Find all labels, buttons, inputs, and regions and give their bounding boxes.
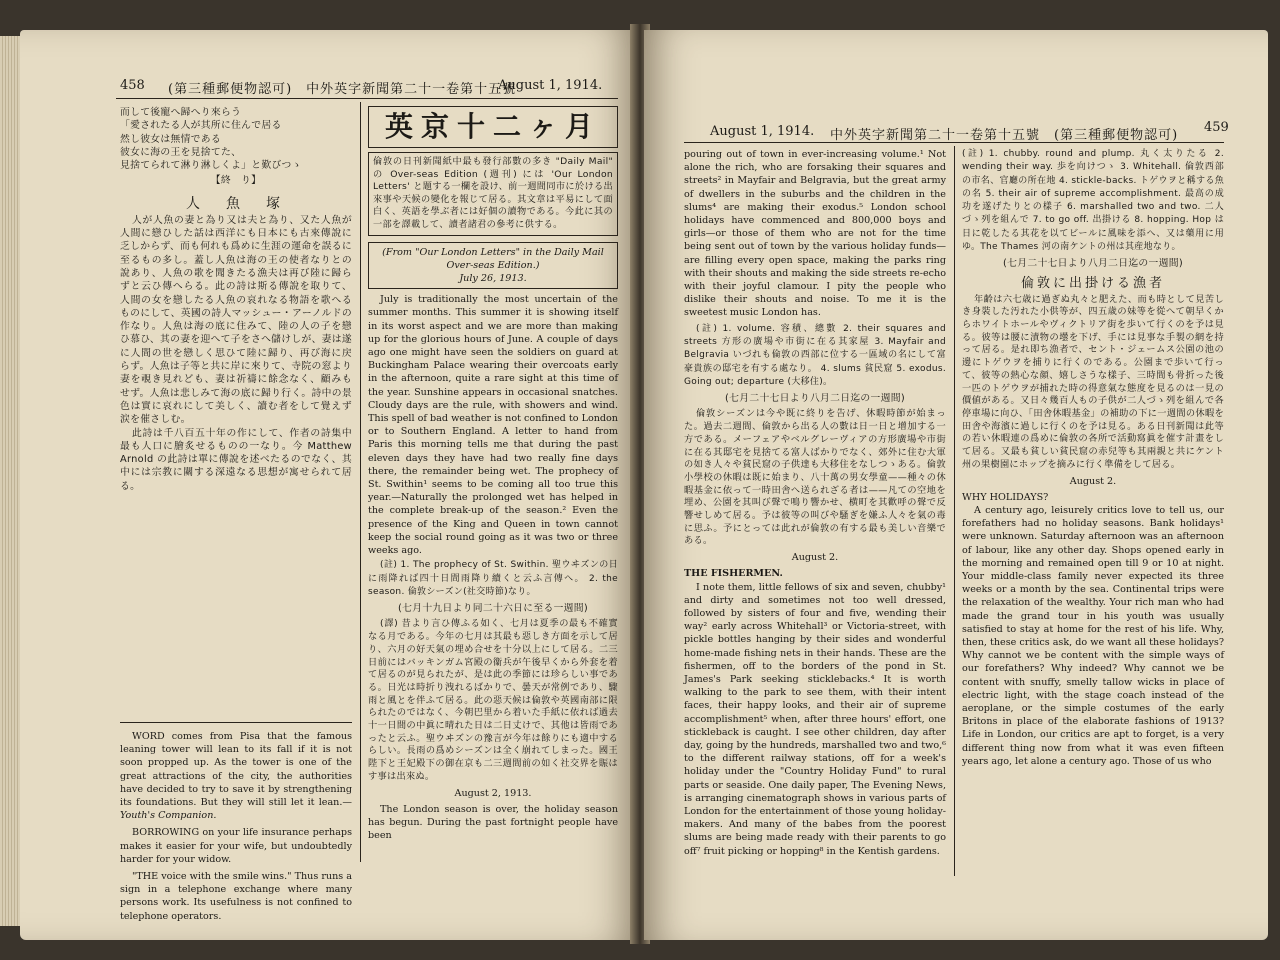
right-header-date: August 1, 1914. [710, 124, 815, 139]
source-box [368, 242, 618, 290]
page-edges [0, 36, 22, 926]
source-line-1: (From "Our London Letters" in the Daily Mail [382, 246, 604, 258]
holiday-translation: 倫敦シーズンは今や既に終りを告げ、休暇時節が始まった。過去二週間、倫敦から出る人の數は日一日と增加する一方である。メーフェアやベルグレーヴィアの方形廣場や市街に在る其邸宅を見捨てる富人ばかりでなく、郊外に住む大軍の如き人々や貧民窟の子供達も大移住をなしつゝある。倫敦小學校の休暇は既に始まり、八十萬の男女學童——種々の休暇基金に依って一時田舎へ送られざる者は——凡ての空地を埋め、公園を其叫び聲で鳴り響かせ、横町を其歡呼の聲で反響せしめて居る。予は彼等の叫びや騷ぎを嫌ふ人々を氣の毒に思ふ。予にとっては此れが倫敦の有する最も美しい音樂である。 [684, 408, 946, 547]
filler-leaning-tower [120, 730, 352, 822]
left-page-number: 458 [120, 78, 145, 93]
left-page [20, 30, 636, 940]
right-column-1 [684, 148, 946, 878]
fishermen-notes: (註) 1. chubby. round and plump. 丸く太りたる 2. wending their way. 歩を向けつゝ 3. Whitehall. 倫敦西部の市名、官廳の所在地 4. stickle-backs. トゲウヲと稱する魚の名 5. their air of supreme accomplishment. 最高の成功を遂げたりとの樣子 6. marshalled two and two. 二人づゝ列を組んで 7. to go off. 出掛ける 8. hopping. Hop は日に乾したる其花を以てビールに風味を添へ、又は藥用に用ゆ。The Thames 河の南ケントの州は其産地なり。 [962, 149, 1224, 253]
mermaid-title: 人 魚 塚 [186, 195, 286, 212]
aug-2-date: August 2. [791, 552, 839, 564]
right-page [644, 30, 1268, 940]
aug-date: August 2, 1913. [454, 787, 532, 799]
right-header-title: 中外英字新聞第二十一卷第十五號 (第三種郵便物認可) [830, 128, 1179, 143]
left-column-2 [368, 106, 618, 866]
week-heading-2: (七月二十七日より八月二日迄の一週間) [725, 393, 905, 405]
poem-end-mark: 【終 り】 [210, 175, 262, 187]
source-date: July 26, 1913. [459, 272, 527, 284]
holiday-letter: pouring out of town in ever-increasing volume.¹ Not alone the rich, who are forsaking their squares and streets² in Mayfair and Belgravia, but the great army of dwellers in the suburbs and the children in the slums⁴ are making their exodus.⁵ London school holidays have commenced and 800,000 boys and girls—or those of them who are not for the time being sent out of town by the various holiday funds—are filling every open space, making the parks ring with their shouts and making the side streets re-echo with their joyful clamour. I pity the people who dislike their shouts and noise. To me it is the sweetest music London has. [684, 149, 946, 319]
poem-line: 然し彼女は無情である [120, 133, 221, 145]
right-page-number: 459 [1204, 120, 1229, 135]
feature-intro-box [368, 152, 618, 236]
july-translation: (譯) 昔より言ひ傳ふる如く、七月は夏季の最も不確實なる月である。今年の七月は其最も惡しき方面を示して居り、六月の好天氣の埋め合せを十分以上にして居る。二三日前にはバッキンガム宮殿の衞兵が午後早くから外套を着て居るのが見られたが、是は此の季節には珍らしい事である。日光は時折り洩れるばかりで、曇天が常例であり、驟雨と風とを伴ふて居る。此の惡天候は倫敦や英國南部に限られたのではなく、今朝巴里から着いた手紙に依れば過去十一日間の中眞に晴れた日は二日丈けで、其他は皆雨であったと云ふ。聖ウヰズンの豫言が今年は餘りにも適中するらしい。長雨の爲めシーズンは全く崩れてしまった。國王陛下と王妃殿下の御在京も二三週間前の如く社交界を賑はす事は出來ぬ。 [368, 618, 618, 782]
left-column-1 [120, 106, 352, 710]
filler-borrowing: BORROWING on your life insurance perhaps makes it easier for your wife, but undoubtedly harder for your widow. [120, 827, 352, 865]
feature-title: 英京十二ヶ月 [384, 110, 601, 143]
july-letter: July is traditionally the most uncertain of the summer months. This summer it is showing itself in its worst aspect and we are more than making up for the glorious hours of June. A couple of days ago one might have seen the soldiers on guard at Buckingham Palace wearing their overcoats early in the afternoon, quite a rare sight at this time of the year. Sunshine appears in occasional snatches. Cloudy days are the rule, with showers and wind. This spell of bad weather is not confined to London or to Southern England. A letter to hand from Paris this morning tells me that during the past eleven days they have had two really fine days there, the remainder being wet. The prophecy of St. Swithin¹ seems to be coming all too true this year.—Naturally the prolonged wet has helped in the complete break-up of the season.² Even the presence of the King and Queen in town cannot keep the social round going as it was two or three weeks ago. [368, 294, 618, 557]
poem-line: 「愛されたる人が其所に住んで居る [120, 120, 282, 132]
fishermen-translation: 年齢は六七歳に過ぎぬ丸々と肥えた、而も時として見苦しき身裝した汚れた小供等が、四五歳の妹等を從へて朝早くからホワイトホールやヴィクトリア街を歩いて行くのを予は見る。彼等は腰に漬物の壜を下げ、手には見事な手製の網を持って居る。是れ即ち漁者で、セント・ジェームス公園の池の邊にトゲウヲを捕りに行くのである。公園まで歩いて行って、彼等の熱心な顔、嬉しさうな樣子、三時間も骨折った後一匹のトゲウヲが捕れた時の得意氣な態度を見るのは一見の價値がある。又日々幾百人もの子供が二人づゝ列を組んで各停車場に向ひ、「田舎休暇基金」の補助の下に一週間の休暇を田舎や海濱に過しに行くのを予は見る。ある日刊新聞は此等の若い休暇連の爲めに倫敦の各所で活動寫眞を催す計畫をして居る。又最も貧しい貧民窟の赤兒等も其兩親と共にケント州の果樹園にホップを摘みに行く準備をして居る。 [962, 293, 1224, 470]
aug-letter: The London season is over, the holiday season has begun. During the past fortnight people have been [368, 803, 618, 842]
left-header-title: (第三種郵便物認可) 中外英字新聞第二十一卷第十五號 [168, 82, 517, 97]
filler-leaning-tower-source: Youth's Companion. [120, 810, 217, 822]
week-heading-1: (七月十九日より同二十六日に至る一週間) [398, 603, 588, 615]
filler-leaning-tower-text: WORD comes from Pisa that the famous leaning tower will lean to its fall if it is not soon propped up. As the tower is one of the great attractions of the city, the authorities have decided to try to save it by strengthening its foundations. But they will still let it lean.— [120, 731, 352, 809]
left-column-divider [360, 102, 361, 862]
why-holidays-article: A century ago, leisurely critics love to tell us, our forefathers had no holiday seasons. Bank holidays¹ were unknown. Saturday afternoon was an afternoon of labour, like any other day. Shops opened early in the morning and remained open till 9 or 10 at night. Your middle-class family never expected its three weeks or a month by the sea. Continental trips were the relaxation of the wealthy. Your rich man who had made the grand tour in his youth was usually satisfied to stay at home for the rest of his life. Why, then, these critics ask, do we want all these holidays? Why cannot we be content with the simple ways of our forefathers? Why indeed? Why cannot we be content with snuffy, smelly tallow wicks in place of electric light, with the stage coach instead of the aeroplane, or the simple costumes of the early Britons in place of the elaborate fashions of 1913? Life in London, our critics are apt to forget, is a very different thing now from what it was even fifteen years ago, let alone a century ago. Those of us who [962, 504, 1224, 767]
right-column-divider [954, 146, 955, 876]
fishermen-article: I note them, little fellows of six and seven, chubby¹ and dirty and sometimes not too well dressed, followed by sisters of four and five, wending their way² early across Whitehall³ or Victoria-street, with pickle bottles hanging by their sides and wonderful home-made fishing nets in their hands. These are the fishermen, off to the borders of the pond in St. James's Park seeking sticklebacks.⁴ It is worth walking to the park to see them, with their intent faces, their happy looks, and their air of supreme accomplishment⁵ when, after three hours' effort, one stickleback is caught. I see other children, day after day, going by the hundreds, marshalled two and two,⁶ to the different railway stations, off for a week's holiday under the "Country Holiday Fund" to rural parts or seaside. One daily paper, The Evening News, is arranging cinematograph shows in various parts of London for the entertainment of those young holiday-makers. And many of the babes from the poorest slums are being made ready with their parents to go off⁷ fruit picking or hopping⁸ in the Kentish gardens. [684, 581, 946, 857]
filler-column [120, 730, 352, 922]
poem-line: 而して後寵へ歸へり來らう [120, 107, 242, 118]
fishermen-title: THE FISHERMEN. [684, 568, 783, 580]
left-header-rule [116, 98, 618, 99]
week-heading-3: (七月二十七日より八月二日迄の一週間) [1003, 258, 1183, 270]
holiday-notes: (註) 1. volume. 容積、總數 2. their squares and streets 方形の廣場や市街に在る其家屋 3. Mayfair and Belgravia いづれも倫敦の西部に位する一區域の名にして富豪貴族の邸宅を有する處なり。 4. slums 貧民窟 5. exodus. Going out; departure (大移住)。 [684, 323, 946, 387]
mermaid-article-para: 此詩は千八百五十年の作にして、作者の詩集中最も人口に膾炙せるものの一なり。今 Matthew Arnold の此詩は單に傳說を述べたるのでなく、其中には宗教に關する深遠なる思想が寓せられて居る。 [120, 427, 352, 492]
poem-line: 彼女に海の王を見捨てた、 [120, 146, 242, 158]
right-column-2 [962, 148, 1224, 878]
left-header-date: August 1, 1914. [498, 78, 603, 93]
source-line-2: Over-seas Edition.) [446, 259, 540, 271]
poem-line: 見捨てられて淋り淋しくよ」と歎びつゝ [120, 160, 302, 172]
fishermen-jp-title: 倫敦に出掛ける漁者 [1020, 275, 1165, 291]
right-header-rule [684, 142, 1224, 143]
filler-rule [120, 722, 352, 723]
feature-intro: 倫敦の日刊新聞紙中最も發行部數の多き "Daily Mail" の Over-seas Edition (週刊) には 'Our London Letters' と題する一欄を設け、前一週間同市に於ける出來事や天候の變化を報じて居る。其文章は平易にして面白く、英語を學ぶ者には好個の讀物である。今此に其の一部を譯載して、讀者諸君の參考に供する。 [373, 156, 613, 230]
filler-voice-smile: "THE voice with the smile wins." Thus runs a sign in a telephone exchange where many persons work. Its usefulness is not confined to telephone operators. [120, 871, 352, 922]
july-notes: (註) 1. The prophecy of St. Swithin. 聖ウヰズンの日に雨降れば四十日間雨降り續くと云ふ言傳へ。 2. the season. 倫敦シーズン(社交時節)なり。 [368, 560, 618, 597]
feature-title-box [368, 106, 618, 148]
mermaid-article: 人が人魚の妻と為り又は夫と為り、又た人魚が人間に戀ひした話は西洋にも日本にも古來傳說に乏しからず、而も何れも爲めに生涯の運命を誤るに至るもの多し。蓋し人魚は海の王の使者なりとの說あり、人魚の歌を聞きたる漁夫は再び陸に歸らずと云ひ傳へらる。此の詩は斯る傳說を取りて、人間の女を戀したる人魚の哀れなる物語を歌へるものにして、英國の詩人マッシュー・アーノルドの作なり。人魚は海の底に住みて、陸の人の子を戀ひ慕ひ、其の妻を迎へて子をさへ儲けしが、妻は遂に人間の世を戀しく思ひて陸に歸り、再び海に戻らず。人魚は子等と共に岸に來りて、寺院の窓より妻を覗き見れども、妻は祈禱に餘念なく、顧みもせず。人魚は悲しみて海の底に歸り行く。詩中の景色は實に哀れにして美しく、讀む者をして覺えず涙を催さしむ。 [120, 214, 352, 426]
aug-2-date-2: August 2. [1069, 475, 1117, 487]
why-holidays-title: WHY HOLIDAYS? [962, 491, 1049, 503]
